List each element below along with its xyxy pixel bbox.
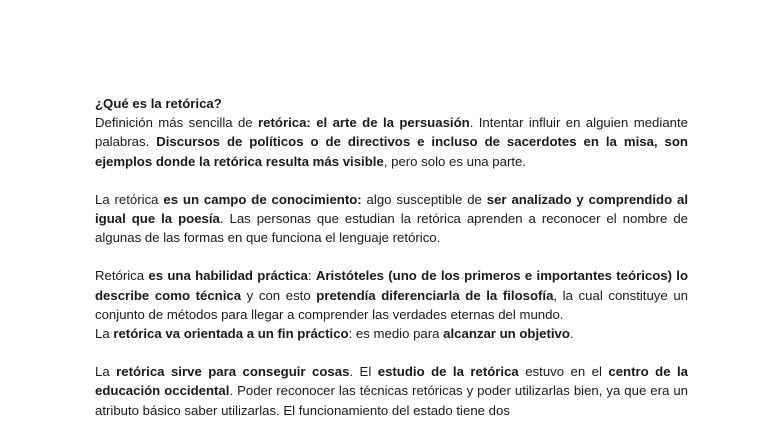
text-segment: La — [95, 326, 114, 342]
bold-text-segment: Aristóteles (uno de los primeros e importantes teóricos) lo describe como técnica — [95, 268, 688, 303]
paragraph-2 — [95, 190, 688, 248]
bold-text-segment: estudio de la retórica — [377, 364, 519, 380]
bold-text-segment: pretendía diferenciarla de la filosofía — [316, 287, 554, 303]
text-segment: : — [307, 268, 316, 284]
document-body — [95, 94, 688, 420]
bold-text-segment: retórica va orientada a un fin práctico — [113, 326, 349, 342]
text-segment: algo susceptible de — [361, 191, 487, 207]
text-segment: Definición más sencilla de — [95, 115, 259, 131]
bold-text-segment: Discursos de políticos o de directivos e incluso de sacerdotes en la misa, son ejemplos donde la retórica resulta más visible — [95, 134, 688, 169]
bold-text-segment: centro de la educación occidental — [95, 364, 688, 399]
text-segment: . Intentar influir en alguien mediante palabras. — [95, 115, 688, 150]
text-segment: La retórica — [95, 191, 164, 207]
bold-text-segment: ser analizado y comprendido al igual que la poesía — [95, 191, 689, 227]
bold-text-segment: alcanzar un objetivo — [443, 326, 570, 342]
text-segment: : es medio para — [348, 326, 444, 342]
text-segment: . Las personas que estudian la retórica aprenden a reconocer el nombre de algunas de las formas en que funciona el lenguaje retórico. — [95, 211, 688, 246]
paragraph-5 — [95, 362, 688, 420]
paragraph-4 — [95, 324, 688, 343]
bold-text-segment: es un campo de conocimiento: — [163, 191, 362, 207]
text-segment: estuvo en el — [518, 364, 609, 380]
section-heading: ¿Qué es la retórica? — [95, 96, 222, 111]
text-segment: y con esto — [241, 287, 317, 303]
text-segment: La — [95, 364, 117, 380]
text-segment: . Poder reconocer las técnicas retóricas y poder utilizarlas bien, ya que era un atributo básico saber utilizarlas. El funcionamiento del estado tiene dos — [95, 383, 688, 418]
text-segment: . — [569, 326, 574, 342]
bold-text-segment: retórica: el arte de la persuasión — [258, 115, 470, 131]
paragraph-1 — [95, 113, 688, 171]
paragraph-3 — [95, 266, 688, 324]
text-segment: Retórica — [95, 268, 149, 284]
text-segment: , pero solo es una parte. — [383, 153, 527, 169]
text-segment: , la cual constituye un conjunto de métodos para llegar a comprender las verdades eternas del mundo. — [95, 287, 688, 322]
bold-text-segment: es una habilidad práctica — [148, 268, 308, 284]
text-segment: . El — [349, 364, 378, 380]
bold-text-segment: retórica sirve para conseguir cosas — [116, 364, 350, 380]
